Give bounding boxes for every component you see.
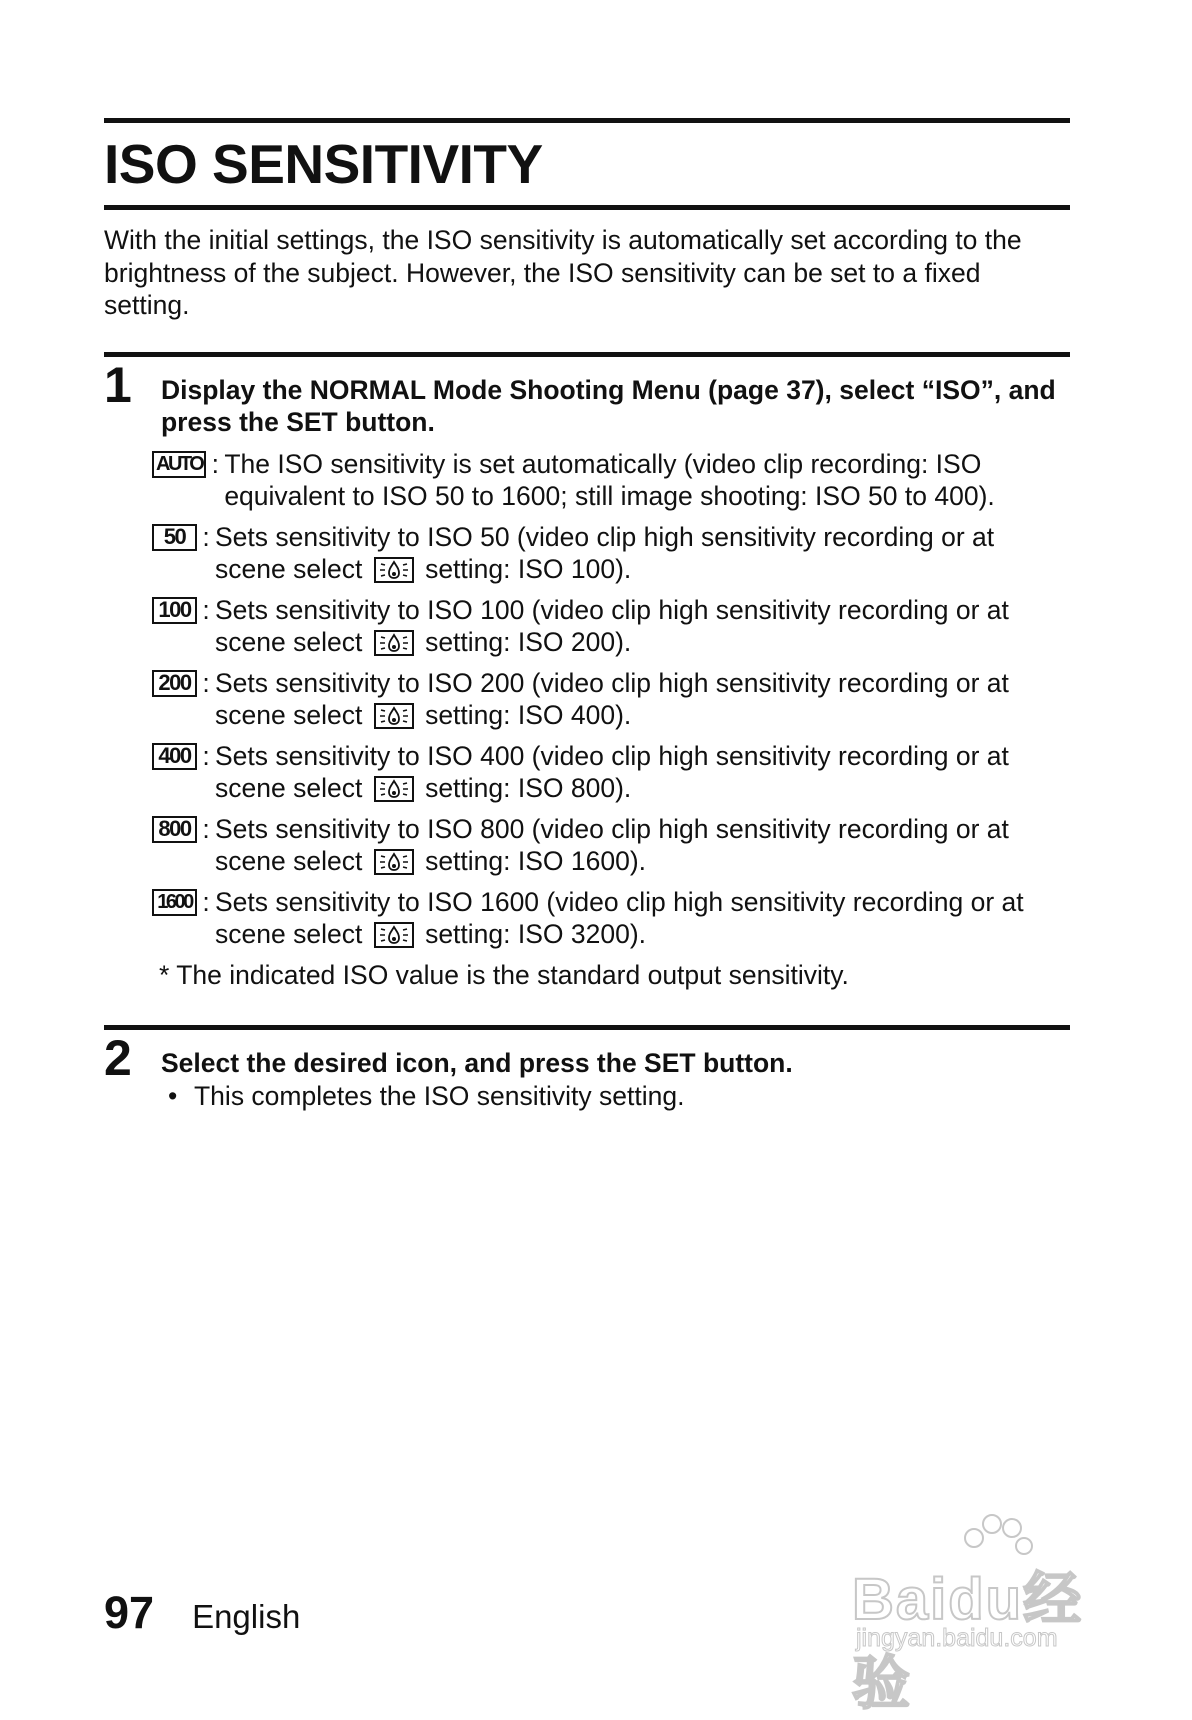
option-text-post: setting: ISO 800).: [425, 773, 632, 803]
iso-50-icon: 50: [152, 524, 197, 551]
option-text-post: setting: ISO 400).: [425, 700, 632, 730]
option-text-pre: Sets sensitivity to ISO 800 (video clip high sensitivity recording or at scene select: [215, 813, 1009, 876]
high-sensitivity-scene-icon: [374, 557, 414, 583]
option-text-post: setting: ISO 200).: [425, 627, 632, 657]
option-text-post: setting: ISO 1600).: [425, 846, 647, 876]
option-text: [215, 594, 1070, 659]
step-1-heading: Display the NORMAL Mode Shooting Menu (page 37), select “ISO”, and press the SET button.: [161, 374, 1056, 437]
iso-option-1600: [152, 886, 1070, 951]
language-label: English: [192, 1598, 301, 1635]
option-text-pre: Sets sensitivity to ISO 400 (video clip high sensitivity recording or at scene select: [215, 740, 1009, 803]
iso-1600-icon: 1600: [152, 889, 197, 916]
high-sensitivity-scene-icon: [374, 630, 414, 656]
high-sensitivity-scene-icon: [374, 703, 414, 729]
footnote: * The indicated ISO value is the standard output sensitivity.: [159, 959, 849, 990]
option-colon: :: [202, 886, 210, 917]
iso-option-800: [152, 813, 1070, 878]
manual-page: [104, 118, 1070, 1112]
bullet-mark: •: [168, 1080, 178, 1111]
iso-400-icon: 400: [152, 743, 197, 770]
option-colon: :: [202, 667, 210, 698]
iso-options-list: [152, 448, 1070, 951]
page-number: 97: [104, 1587, 155, 1638]
top-rule: [104, 118, 1070, 123]
iso-auto-icon: AUTO: [152, 451, 206, 478]
option-text: [215, 886, 1070, 951]
step-2-bullet: [168, 1080, 1070, 1113]
option-text: [215, 667, 1070, 732]
step-1: [104, 352, 1070, 992]
option-colon: :: [211, 448, 219, 479]
option-text: [215, 740, 1070, 805]
option-text-pre: Sets sensitivity to ISO 200 (video clip high sensitivity recording or at scene select: [215, 667, 1009, 730]
title-rule: [104, 205, 1070, 210]
iso-800-icon: 800: [152, 816, 197, 843]
iso-option-200: [152, 667, 1070, 732]
option-colon: :: [202, 594, 210, 625]
option-colon: :: [202, 521, 210, 552]
high-sensitivity-scene-icon: [374, 849, 414, 875]
high-sensitivity-scene-icon: [374, 776, 414, 802]
watermark-brand: Baidu经验: [852, 1567, 1084, 1716]
intro-paragraph: With the initial settings, the ISO sensitivity is automatically set according to the brightness of the subject. However, the ISO sensitivity can be set to a fixed setting.: [104, 225, 1022, 320]
iso-100-icon: 100: [152, 597, 197, 624]
step-1-number: 1: [104, 356, 132, 413]
iso-option-auto: [152, 448, 1070, 513]
high-sensitivity-scene-icon: [374, 922, 414, 948]
step-2-number: 2: [104, 1030, 132, 1086]
page-title: ISO SENSITIVITY: [104, 133, 543, 195]
option-text-pre: Sets sensitivity to ISO 1600 (video clip high sensitivity recording or at scene select: [215, 886, 1024, 949]
option-colon: :: [202, 740, 210, 771]
watermark-url: jingyan.baidu.com: [856, 1624, 1058, 1652]
iso-option-100: [152, 594, 1070, 659]
option-text: [215, 813, 1070, 878]
bullet-text: This completes the ISO sensitivity setting.: [194, 1080, 685, 1111]
iso-option-50: [152, 521, 1070, 586]
iso-200-icon: 200: [152, 670, 197, 697]
option-text-pre: Sets sensitivity to ISO 100 (video clip high sensitivity recording or at scene select: [215, 594, 1009, 657]
option-text: The ISO sensitivity is set automatically (video clip recording: ISO equivalent to ISO 50 to 1600; still image shooting: ISO 50 to 400).: [224, 448, 995, 511]
step-2-heading: Select the desired icon, and press the SET button.: [161, 1048, 793, 1078]
option-text-post: setting: ISO 100).: [425, 554, 632, 584]
option-colon: :: [202, 813, 210, 844]
option-text: [215, 521, 1070, 586]
option-text-pre: Sets sensitivity to ISO 50 (video clip high sensitivity recording or at scene select: [215, 521, 995, 584]
step-2: [104, 1025, 1070, 1112]
baidu-watermark: [852, 1510, 1132, 1716]
page-footer: [104, 1587, 300, 1639]
iso-option-400: [152, 740, 1070, 805]
option-text-post: setting: ISO 3200).: [425, 919, 647, 949]
